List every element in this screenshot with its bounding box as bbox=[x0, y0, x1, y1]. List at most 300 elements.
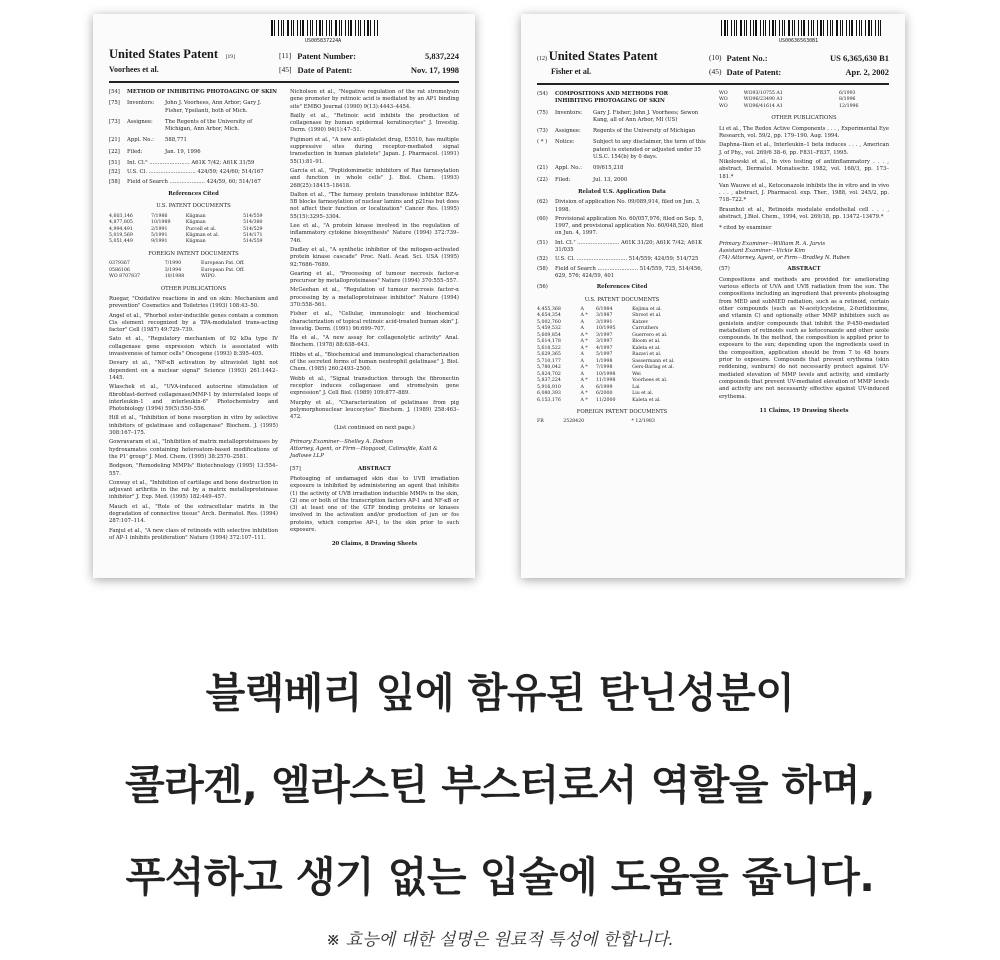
table-cell: A bbox=[580, 306, 584, 312]
barcode-bar bbox=[291, 20, 292, 36]
wo-docs-table bbox=[719, 91, 889, 110]
abstract-text: Compositions and methods are provided for ameliorating various effects of UVA and UVB radiation from the sun. The compositions including an ingredient that prevents photoaging from MED and subMED radiation, such as a retinoid, certain other compounds (such as N-acetylcysteine, 2-furildioxime, and vitamin C) and optionally other MMP inhibitors such as genistein and/or compounds that inhibit the P-450-mediated metabolism of retinoids such as ketoconazole and other azole compounds. In the method, the composition is applied prior to exposure to the sun; depending upon the ingredients used in the composition, application should be from 7 to 48 hours prior to exposure. Compounds that prevent erythema (skin reddening, sunburn) do not necessarily protect against UV-mediated elevation of MMP levels and activity, and similarly compounds that prevent UV-mediated elevation of MMP levels and activity are not necessarily effective against UV-induced erythema. bbox=[719, 276, 889, 400]
publication-entry: Ruegar, "Oxidative reactions in and on skin: Mechanism and prevention" Cosmetics and Toiletries (1993) 108:43–50. bbox=[109, 296, 278, 310]
barcode-bar bbox=[832, 20, 833, 36]
table-cell: 10/1988 bbox=[164, 274, 185, 280]
claims-summary: 11 Claims, 19 Drawing Sheets bbox=[759, 407, 849, 414]
table-cell: 5/1997 bbox=[595, 352, 613, 358]
inventor-line: Fisher et al. bbox=[551, 67, 592, 77]
header-rule bbox=[109, 81, 459, 83]
right-column-1 bbox=[537, 91, 707, 426]
barcode-bar bbox=[868, 20, 870, 36]
table-cell: 6,153,176 bbox=[537, 397, 561, 403]
biblio-field bbox=[109, 137, 278, 144]
class-code: (60) bbox=[537, 215, 548, 222]
abstract-heading: ABSTRACT bbox=[787, 266, 821, 273]
class-code: [58] bbox=[109, 178, 120, 185]
barcode-bar bbox=[307, 20, 308, 36]
table-cell: 5,459,532 bbox=[537, 326, 561, 332]
barcode-bar bbox=[310, 20, 311, 36]
barcode-bar bbox=[813, 20, 814, 36]
publication-entry: Wlaschek et al., "UVA-induced autocrine stimulation of fibroblast-derived collagenase/MMP-1 by interrelated loops of interleukin-1 and interleukin-6" Photochemistry and Photobiology (1994) 59(5):550–556. bbox=[109, 384, 278, 413]
table-cell: 6/1993 bbox=[839, 90, 856, 96]
publication-entry: Nicholson et al., "Negative regulation of the rat stromelysin gene promoter by retinoic acid is mediated by an AP1 binding site" EMBO Journal (1990) 9(13):4443–4454. bbox=[290, 88, 459, 110]
publication-entry: Hill et al., "Inhibition of bone resorption in vitro by selective inhibitors of gelatinase and collagenase" Biochem. J. (1995) 308:167–175. bbox=[109, 415, 278, 437]
biblio-field bbox=[109, 100, 278, 115]
table-cell: 4,603,146 bbox=[109, 213, 133, 219]
table-cell: A bbox=[580, 384, 584, 390]
field-code: (21) bbox=[537, 165, 548, 172]
publication-entry: Murphy et al., "Characterization of gelatinase from pig polymorphonuclear leucocytes" Biochem. J. (1989) 258:463–472. bbox=[290, 399, 459, 421]
barcode-bar bbox=[339, 20, 340, 36]
barcode-bar bbox=[348, 20, 349, 36]
barcode-bar bbox=[794, 20, 795, 36]
barcode-bar bbox=[878, 20, 879, 36]
table-cell: 12/1996 bbox=[839, 103, 859, 109]
abstract-code: [57] bbox=[290, 465, 301, 472]
field-code: [22] bbox=[109, 148, 120, 155]
barcode-bar bbox=[367, 20, 369, 36]
barcode-bar bbox=[721, 20, 722, 36]
barcode-bar bbox=[335, 20, 337, 36]
barcode-number-left: US005837224A bbox=[305, 38, 342, 44]
claims-summary: 20 Claims, 8 Drawing Sheets bbox=[331, 541, 418, 548]
field-value: John J. Voorhees, Ann Arbor; Gary J. Fisher, Ypsilanti, both of Mich. bbox=[165, 100, 262, 114]
barcode-right bbox=[721, 20, 885, 36]
barcode-bar bbox=[784, 20, 785, 36]
barcode-bar bbox=[281, 20, 282, 36]
table-cell: 5,051,449 bbox=[109, 239, 133, 245]
table-row bbox=[537, 398, 707, 404]
title-code: (12) bbox=[537, 56, 547, 62]
table-cell: 7/1998 bbox=[595, 365, 613, 371]
table-cell: 5,618,522 bbox=[537, 345, 561, 351]
field-code: [21] bbox=[109, 137, 120, 144]
barcode-bar bbox=[287, 20, 289, 36]
table-cell: 3/1997 bbox=[595, 332, 613, 338]
table-cell: 514/529 bbox=[243, 226, 263, 232]
barcode-bar bbox=[271, 20, 273, 36]
publication-entry: Dudley et al., "A synthetic inhibitor of the mitogen-activated protein kinase cascade" Proc. Natl. Acad. Sci. USA (1995) 92:7686–7689. bbox=[290, 246, 459, 268]
table-cell: 7/1986 bbox=[151, 213, 168, 219]
barcode-left bbox=[271, 20, 381, 36]
barcode-bar bbox=[341, 20, 342, 36]
barcode-bar bbox=[724, 20, 726, 36]
table-cell: A * bbox=[580, 391, 588, 397]
barcode-bar bbox=[734, 20, 735, 36]
table-cell: 4,994,491 bbox=[109, 226, 133, 232]
date-label: Date of Patent: bbox=[726, 67, 782, 78]
barcode-bar bbox=[875, 20, 876, 36]
table-cell: Purcell et al. bbox=[185, 226, 217, 232]
table-cell: FR bbox=[537, 419, 544, 425]
field-label: Appl. No.: bbox=[127, 137, 154, 144]
biblio-field bbox=[109, 119, 278, 134]
table-cell: Kojima et al. bbox=[632, 306, 662, 312]
table-cell: 4,654,354 bbox=[537, 313, 561, 319]
publication-entry: Webb et al., "Signal transduction through the fibronectin receptor induces collagenase and stromelysin gene expression" J. Cell Biol. (1989) 109:877–889. bbox=[290, 375, 459, 397]
table-cell: 2528420 bbox=[563, 419, 585, 425]
patent-number-code: [11] bbox=[279, 51, 292, 60]
barcode-bar bbox=[345, 20, 346, 36]
us-docs-heading: U.S. PATENT DOCUMENTS bbox=[156, 203, 231, 210]
barcode-bar bbox=[769, 20, 770, 36]
patent-number-label: Patent Number: bbox=[297, 51, 356, 61]
table-cell: 514/559 bbox=[243, 239, 263, 245]
table-cell: 4/1997 bbox=[595, 345, 613, 351]
patent-number-label: Patent No.: bbox=[726, 53, 768, 63]
table-cell: A * bbox=[580, 397, 588, 403]
barcode-bar bbox=[817, 20, 818, 36]
table-cell: A bbox=[580, 326, 584, 332]
barcode-bar bbox=[798, 20, 799, 36]
table-cell: 4,877,805 bbox=[109, 220, 133, 226]
classification-line bbox=[109, 169, 278, 176]
table-cell: 1/1998 bbox=[595, 358, 613, 364]
biblio-field bbox=[537, 128, 707, 135]
table-row bbox=[537, 419, 707, 425]
class-code: (51) bbox=[537, 239, 548, 246]
table-cell: Sassermann et al. bbox=[632, 358, 675, 364]
abstract-text: Photoaging of undamaged skin due to UVB irradiation exposure is inhibited by administering an agent that inhibits (1) the activity of UVB irradiation inducible MMPs in the skin, (2) one or both of the transcription factors AP-1 and NF-κB or (3) at least one of the GTP binding proteins or kinases involved in the activation and/or production of jun or fos proteins, which comprise AP-1, to the skin prior to such exposure. bbox=[290, 475, 459, 533]
class-text: Field of Search ........................ 514/559, 725, 514/456, 629, 576; 424/59, 401 bbox=[555, 265, 703, 279]
table-cell: 5,710,177 bbox=[537, 358, 561, 364]
biblio-field bbox=[537, 91, 707, 106]
table-cell: WIPO. bbox=[200, 274, 216, 280]
field-label: Filed: bbox=[127, 148, 143, 155]
us-docs-heading: U.S. PATENT DOCUMENTS bbox=[584, 296, 660, 303]
abstract-code: (57) bbox=[719, 266, 730, 273]
barcode-bar bbox=[360, 20, 361, 36]
patent-number: US 6,365,630 B1 bbox=[829, 53, 889, 63]
classification-line bbox=[537, 240, 707, 255]
barcode-bar bbox=[731, 20, 732, 36]
barcode-bar bbox=[736, 20, 737, 36]
table-cell: A * bbox=[580, 378, 588, 384]
table-cell: 5,019,569 bbox=[109, 232, 133, 238]
publication-entry: Gearing et al., "Processing of tumour necrosis factor-α precursor by metalloproteinases" Nature (1994) 370:555–557. bbox=[290, 270, 459, 285]
publication-entry: Fanjul et al., "A new class of retinoids with selective inhibition of AP-1 inhibits proliferation" Nature (1994) 372:107–111. bbox=[109, 527, 278, 541]
barcode-bar bbox=[846, 20, 847, 36]
barcode-bar bbox=[312, 20, 313, 36]
barcode-bar bbox=[763, 20, 764, 36]
field-value: Jan. 19, 1996 bbox=[165, 148, 201, 155]
table-cell: WO 8707837 bbox=[109, 274, 141, 280]
class-text: Division of application No. 09/089,914, filed on Jun. 3, 1998. bbox=[555, 199, 701, 213]
field-value: 588,771 bbox=[165, 137, 187, 144]
class-text: Field of Search ..................... 424/59, 60; 514/167 bbox=[127, 178, 261, 185]
table-row bbox=[109, 239, 278, 245]
barcode-bar bbox=[792, 20, 793, 36]
barcode-bar bbox=[842, 20, 843, 36]
barcode-bar bbox=[772, 20, 774, 36]
caption-line-2: 콜라겐, 엘라스틴 부스터로서 역할을 하며, bbox=[124, 761, 876, 809]
table-cell: WO bbox=[719, 103, 728, 109]
barcode-bar bbox=[331, 20, 332, 36]
publication-entry: Devary et al., "NF-κB activation by ultraviolet light not dependent on a nuclear signal" Science (1993) 261:1442–1445. bbox=[109, 360, 278, 381]
publication-entry: Lee et al., "A protein kinase involved in the regulation of inflammatory cytokine biosynthesis" Nature (1994) 372:739–746. bbox=[290, 223, 459, 244]
barcode-bar bbox=[840, 20, 841, 36]
biblio-field bbox=[537, 165, 707, 172]
table-cell: 6/2000 bbox=[595, 391, 613, 397]
table-cell: 3/1997 bbox=[595, 339, 613, 345]
barcode-bar bbox=[293, 20, 294, 36]
table-cell: 5,629,365 bbox=[537, 352, 561, 358]
barcode-bar bbox=[358, 20, 359, 36]
primary-examiner: Primary Examiner—Shelley A. Dodson bbox=[290, 438, 393, 445]
table-cell: Guerrero et al. bbox=[632, 332, 668, 338]
table-cell: A * bbox=[580, 345, 588, 351]
table-cell: Carruthers bbox=[632, 326, 659, 332]
field-value: COMPOSITIONS AND METHODS FOR INHIBITING PHOTOAGING OF SKIN bbox=[555, 90, 669, 105]
table-cell: WO bbox=[719, 97, 728, 103]
class-code: (58) bbox=[537, 265, 548, 272]
patent-title: United States Patent bbox=[109, 47, 219, 61]
disclaimer-note: ※ 효능에 대한 설명은 원료적 특성에 한합니다. bbox=[326, 930, 674, 950]
related-entry bbox=[537, 216, 707, 238]
barcode-bar bbox=[856, 20, 857, 36]
header-rule bbox=[537, 83, 889, 85]
table-cell: European Pat. Off. bbox=[200, 261, 245, 267]
barcode-bar bbox=[865, 20, 866, 36]
barcode-bar bbox=[861, 20, 862, 36]
references-code: (56) bbox=[537, 284, 548, 291]
barcode-bar bbox=[278, 20, 279, 36]
field-code: [54] bbox=[109, 88, 120, 95]
class-code: (62) bbox=[537, 199, 548, 206]
field-label: Appl. No.: bbox=[555, 165, 582, 172]
table-cell: 10/1995 bbox=[595, 326, 616, 332]
barcode-bar bbox=[322, 20, 323, 36]
table-cell: Kligman bbox=[185, 220, 206, 226]
publication-entry: Van Wauwe et al., Ketoconazole inhibits the in vitro and in vivo . . . , abstract, J. Pharmacol. exp. Ther., 1988, vol. 245/2, pp. 718–722.* bbox=[719, 182, 889, 204]
barcode-bar bbox=[779, 20, 780, 36]
field-label: Inventors: bbox=[127, 100, 155, 107]
table-cell: 514/380 bbox=[243, 220, 263, 226]
barcode-bar bbox=[370, 20, 371, 36]
table-cell: * 12/1983 bbox=[631, 419, 655, 425]
barcode-bar bbox=[316, 20, 317, 36]
barcode-bar bbox=[801, 20, 802, 36]
barcode-bar bbox=[746, 20, 747, 36]
table-cell: 10/1989 bbox=[151, 220, 171, 226]
field-value: Regents of the University of Michigan bbox=[593, 128, 696, 135]
class-text: Int. Cl.⁷ ......................... A61K 31/20; A61K 7/42; A61K 31/035 bbox=[555, 239, 703, 254]
list-continued: (List continued on next page.) bbox=[334, 425, 415, 432]
patent-document-right bbox=[521, 14, 905, 578]
field-code: ( * ) bbox=[537, 139, 548, 146]
table-cell: 5,780,042 bbox=[537, 365, 561, 371]
table-cell: A bbox=[580, 319, 584, 325]
patent-number-code: (10) bbox=[709, 53, 722, 62]
barcode-bar bbox=[727, 20, 728, 36]
barcode-bar bbox=[830, 20, 831, 36]
table-cell: A bbox=[580, 358, 584, 364]
table-cell: 10/1998 bbox=[595, 371, 616, 377]
patent-document-left bbox=[93, 14, 475, 578]
related-entry bbox=[537, 199, 707, 214]
publication-entry: Sato et al., "Regulatory mechanism of 92 kDa type IV collagenase gene expression which is associated with invasiveness of tumor cells" Oncogene (1993) 8:395–405. bbox=[109, 336, 278, 358]
publication-entry: Nikolowski et al., In vivo testing of antiinflammatory . . . , abstract, Dermatol. Monatsschr. 1982, vol. 168/3, pp. 173–181.* bbox=[719, 158, 889, 180]
biblio-field bbox=[109, 149, 278, 156]
left-column-1 bbox=[109, 89, 278, 549]
biblio-field bbox=[109, 89, 278, 96]
publication-entry: Fujimori et al., "A new anti-platelet drug, E5510, has multiple suppressive sites during receptor-mediated signal transduction in human platelets" Japan. J. Pharmacol. (1991) 55(1):81–91. bbox=[290, 136, 459, 165]
class-code: [51] bbox=[109, 160, 120, 167]
table-cell: Kaleta et al. bbox=[632, 397, 661, 403]
table-cell: 3/1994 bbox=[164, 267, 182, 273]
table-cell: A bbox=[580, 352, 584, 358]
barcode-bar bbox=[803, 20, 805, 36]
table-cell: Lai bbox=[632, 384, 640, 390]
barcode-bar bbox=[811, 20, 812, 36]
table-cell: Kaleta et al. bbox=[632, 345, 661, 351]
class-text: Provisional application No. 60/057,976, filed on Sep. 5, 1997, and provisional application No. 60/048,520, filed on Jun. 4, 1997. bbox=[555, 215, 704, 237]
table-cell: WO93/10755 A1 bbox=[743, 90, 783, 96]
barcode-bar bbox=[782, 20, 783, 36]
publication-entry: Dalton et al., "The farnesy protein transferase inhibitor BZA-5B blocks farnesylation of nuclear lamins and p21ras but does not affect their function or localization" Cancer Res. (1995) 55(15):3295–3304. bbox=[290, 191, 459, 220]
barcode-bar bbox=[350, 20, 352, 36]
barcode-bar bbox=[880, 20, 881, 36]
field-value: The Regents of the University of Michigan, Ann Arbor, Mich. bbox=[165, 118, 253, 133]
barcode-bar bbox=[355, 20, 356, 36]
table-cell: 4,455,368 bbox=[537, 306, 561, 312]
caption-line-3: 푸석하고 생기 없는 입술에 도움을 줍니다. bbox=[125, 853, 875, 901]
field-label: Assignee: bbox=[555, 128, 581, 135]
barcode-bar bbox=[849, 20, 850, 36]
barcode-bar bbox=[297, 20, 298, 36]
barcode-bar bbox=[302, 20, 304, 36]
patent-date: Apr. 2, 2002 bbox=[845, 67, 889, 78]
field-label: Assignee: bbox=[127, 118, 153, 125]
table-cell: Wei bbox=[632, 371, 641, 377]
table-cell: 0379367 bbox=[109, 261, 130, 267]
biblio-field bbox=[537, 177, 707, 184]
barcode-bar bbox=[753, 20, 754, 36]
class-code: [52] bbox=[109, 169, 120, 176]
publication-entry: Fisher et al., "Cellular, immunologic and biochemical characterization of topical retinoic acid-treated human skin" J. Investig. Derm. (1991) 96:699–707. bbox=[290, 311, 459, 332]
table-row bbox=[109, 274, 278, 280]
biblio-field bbox=[537, 110, 707, 125]
table-cell: Gers-Barlag et al. bbox=[632, 365, 675, 371]
table-cell: A * bbox=[580, 365, 588, 371]
barcode-bar bbox=[788, 20, 790, 36]
field-value: Jul. 13, 2000 bbox=[593, 176, 628, 183]
barcode-bar bbox=[326, 20, 327, 36]
class-text: Int. Cl.⁶ ........................ A61K 7/42; A61K 31/59 bbox=[127, 160, 255, 167]
table-cell: A * bbox=[580, 313, 588, 319]
table-cell: 5,916,910 bbox=[537, 384, 561, 390]
publication-entry: Angel et al., "Phorbol ester-inducible genes contain a common Cis element recognized by a TPA-modulated trans-acting factor" Cell (1987) 49:729–739. bbox=[109, 312, 278, 334]
publication-entry: Garcia et al., "Peptidomimetic inhibitors of Ras farnesylation and function in whole cells" J. Biol. Chem. (1993) 268(25):18415–18418. bbox=[290, 167, 459, 189]
table-cell: 6/1999 bbox=[595, 384, 613, 390]
publication-entry: Li et al., The Redox Active Components . . . , Experimental Eye Research, vol. 59/2, pp. 179–190. Aug. 1994. bbox=[719, 125, 889, 140]
classification-line bbox=[109, 179, 278, 186]
publication-entry: Braunhut et al., Retinoids modulate endothelial cell . . . , abstract, J.Biol. Chem., 1994, vol. 269/18, pp. 13472–13479.* bbox=[719, 206, 889, 220]
patent-date: Nov. 17, 1998 bbox=[410, 65, 459, 76]
table-cell: Kligman bbox=[185, 213, 206, 219]
date-label: Date of Patent: bbox=[297, 65, 353, 76]
table-cell: 6,080,393 bbox=[537, 391, 561, 397]
publication-entry: Bailly et al., "Retinoic acid inhibits the production of collagenase by human epidermal keratinocytes" J. Investig. Derm. (1990) 94(1):47–51. bbox=[290, 112, 459, 134]
field-label: Notice: bbox=[555, 139, 575, 146]
table-cell: 9/1991 bbox=[151, 239, 168, 245]
other-pubs-heading: OTHER PUBLICATIONS bbox=[160, 285, 227, 292]
barcode-bar bbox=[750, 20, 751, 36]
barcode-number-right: US006365630B1 bbox=[779, 38, 819, 44]
publication-entry: Conway et al., "Inhibition of cartilage and bone destruction in adjuvant arthritis in the rat by a matrix metalloproteinase inhibitor" J. Exp. Med. (1995) 182:449–457. bbox=[109, 479, 278, 501]
table-cell: Bloom et al. bbox=[632, 339, 661, 345]
barcode-bar bbox=[740, 20, 742, 36]
table-cell: Kligman et al. bbox=[185, 232, 220, 238]
publication-entry: Gowravaram et al., "Inhibition of matrix metalloproteinases by hydroxamates containing heteroatom-based modifications of the P1' group" J. Med. Chem. (1995) 38:2570–2581. bbox=[109, 439, 278, 460]
us-docs-table bbox=[109, 214, 278, 246]
foreign-docs-heading: FOREIGN PATENT DOCUMENTS bbox=[148, 250, 239, 257]
publication-entry: Bodgson, "Remodeling MMPIs" Biotechnology (1995) 13:554–557. bbox=[109, 463, 278, 477]
right-column-2 bbox=[719, 91, 889, 426]
table-cell: 5,824,702 bbox=[537, 371, 561, 377]
table-cell: Katzev bbox=[632, 319, 649, 325]
table-cell: 11/2000 bbox=[595, 397, 616, 403]
foreign-docs-table bbox=[109, 261, 278, 280]
us-docs-table bbox=[537, 307, 707, 404]
publication-entry: Hibbs et al., "Biochemical and immunological characterization of the secreted forms of human neutrophil gelatinase" J. Biol. Chem. (1985) 260:2493–2500. bbox=[290, 351, 459, 373]
barcode-bar bbox=[823, 20, 824, 36]
biblio-field bbox=[537, 139, 707, 161]
publication-entry: Daphna–Iken et al., Interleukin–1 beta induces . . . , American J. of Phy., vol. 269/6 38–6, pp. F831–F837, 1995. bbox=[719, 142, 889, 156]
patent-header-right bbox=[537, 48, 889, 426]
class-text: U.S. Cl. .............................. 514/559; 424/59; 514/725 bbox=[555, 256, 699, 263]
foreign-docs-heading: FOREIGN PATENT DOCUMENTS bbox=[576, 409, 668, 416]
table-cell: Razavi et al. bbox=[632, 352, 662, 358]
table-cell: 6/1984 bbox=[595, 306, 613, 312]
table-cell: Shroot et al. bbox=[632, 313, 662, 319]
attorney: Attorney, Agent, or Firm—Hopgood, Calimafde, Kalil & Judlowe LLP bbox=[290, 446, 438, 460]
table-cell: WO96/41614 A1 bbox=[743, 103, 783, 109]
barcode-bar bbox=[871, 20, 872, 36]
table-row bbox=[719, 104, 889, 110]
date-code: [45] bbox=[279, 65, 292, 75]
class-text: U.S. Cl. ............................ 424/59; 424/60; 514/167 bbox=[127, 169, 264, 176]
field-value: Gary J. Fisher; John J. Voorhees; Sewon Kang, all of Ann Arbor, MI (US) bbox=[593, 109, 699, 123]
barcode-bar bbox=[319, 20, 321, 36]
barcode-bar bbox=[808, 20, 809, 36]
caption-line-1: 블랙베리 잎에 함유된 탄닌성분이 bbox=[205, 669, 795, 717]
table-cell: Liu et al. bbox=[632, 391, 654, 397]
related-heading: Related U.S. Application Data bbox=[578, 188, 666, 195]
barcode-bar bbox=[859, 20, 860, 36]
barcode-bar bbox=[755, 20, 757, 36]
field-code: [75] bbox=[109, 100, 120, 107]
field-label: Filed: bbox=[555, 176, 571, 183]
barcode-bar bbox=[820, 20, 822, 36]
patent-header-left bbox=[109, 46, 459, 549]
barcode-bar bbox=[300, 20, 301, 36]
references-heading: References Cited bbox=[168, 190, 219, 197]
patent-number: 5,837,224 bbox=[425, 51, 459, 61]
field-code: (22) bbox=[537, 176, 548, 183]
barcode-bar bbox=[827, 20, 828, 36]
references-heading: References Cited bbox=[596, 284, 648, 291]
field-code: (73) bbox=[537, 128, 548, 135]
field-label: Inventors: bbox=[555, 109, 583, 116]
table-cell: 2/1991 bbox=[151, 226, 168, 232]
classification-line bbox=[109, 160, 278, 167]
field-value: 09/615,218 bbox=[593, 165, 624, 172]
barcode-bar bbox=[765, 20, 766, 36]
publication-entry: Mauch et al., "Role of the extracellular matrix in the degradation of connective tissue" Arch. Dermatol. Res. (1994) 287:107–114. bbox=[109, 503, 278, 525]
table-cell: 5,614,178 bbox=[537, 339, 561, 345]
